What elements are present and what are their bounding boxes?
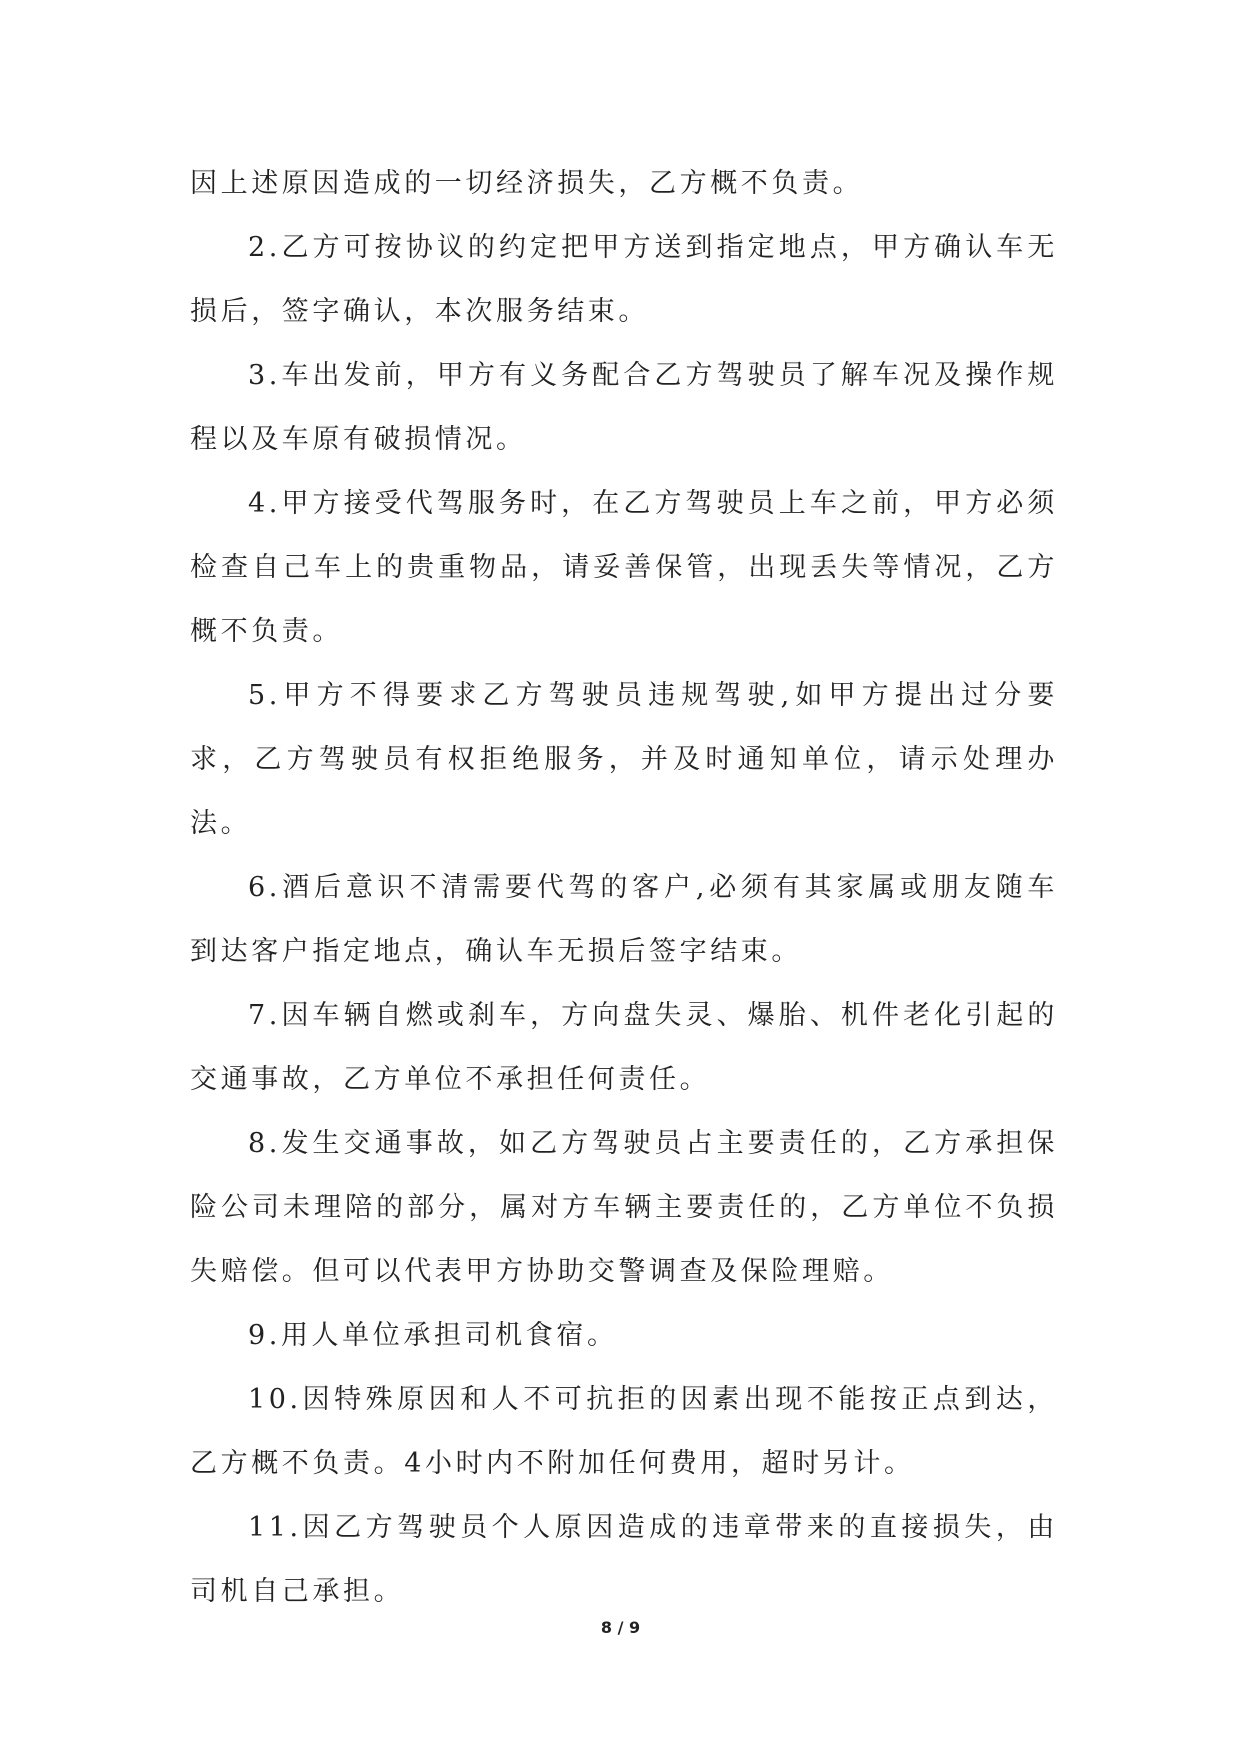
paragraph-clause-11: 11.因乙方驾驶员个人原因造成的违章带来的直接损失，由司机自己承担。 [190,1512,1058,1607]
paragraph-clause-10: 10.因特殊原因和人不可抗拒的因素出现不能按正点到达，乙方概不负责。4小时内不附加任何费用，超时另计。 [190,1384,1058,1479]
paragraph-clause-6: 6.酒后意识不清需要代驾的客户,必须有其家属或朋友随车到达客户指定地点，确认车无损后签字结束。 [190,872,1058,967]
paragraph-clause-2: 2.乙方可按协议的约定把甲方送到指定地点，甲方确认车无损后，签字确认，本次服务结束。 [190,232,1058,327]
paragraph-clause-7: 7.因车辆自燃或刹车，方向盘失灵、爆胎、机件老化引起的交通事故，乙方单位不承担任何责任。 [190,1000,1058,1095]
paragraph-clause-9: 9.用人单位承担司机食宿。 [248,1320,618,1351]
page-number: 8 / 9 [600,1618,641,1637]
paragraph-clause-5: 5.甲方不得要求乙方驾驶员违规驾驶,如甲方提出过分要求，乙方驾驶员有权拒绝服务，并及时通知单位，请示处理办法。 [190,680,1058,839]
paragraph-clause-8: 8.发生交通事故，如乙方驾驶员占主要责任的，乙方承担保险公司未理陪的部分，属对方车辆主要责任的，乙方单位不负损失赔偿。但可以代表甲方协助交警调查及保险理赔。 [190,1128,1058,1287]
document-body [190,152,1058,1624]
paragraph-clause-4: 4.甲方接受代驾服务时，在乙方驾驶员上车之前，甲方必须检查自己车上的贵重物品，请妥善保管，出现丢失等情况，乙方概不负责。 [190,488,1058,647]
paragraph-clause-3: 3.车出发前，甲方有义务配合乙方驾驶员了解车况及操作规程以及车原有破损情况。 [190,360,1058,455]
paragraph-continuation: 因上述原因造成的一切经济损失，乙方概不负责。 [190,168,864,199]
